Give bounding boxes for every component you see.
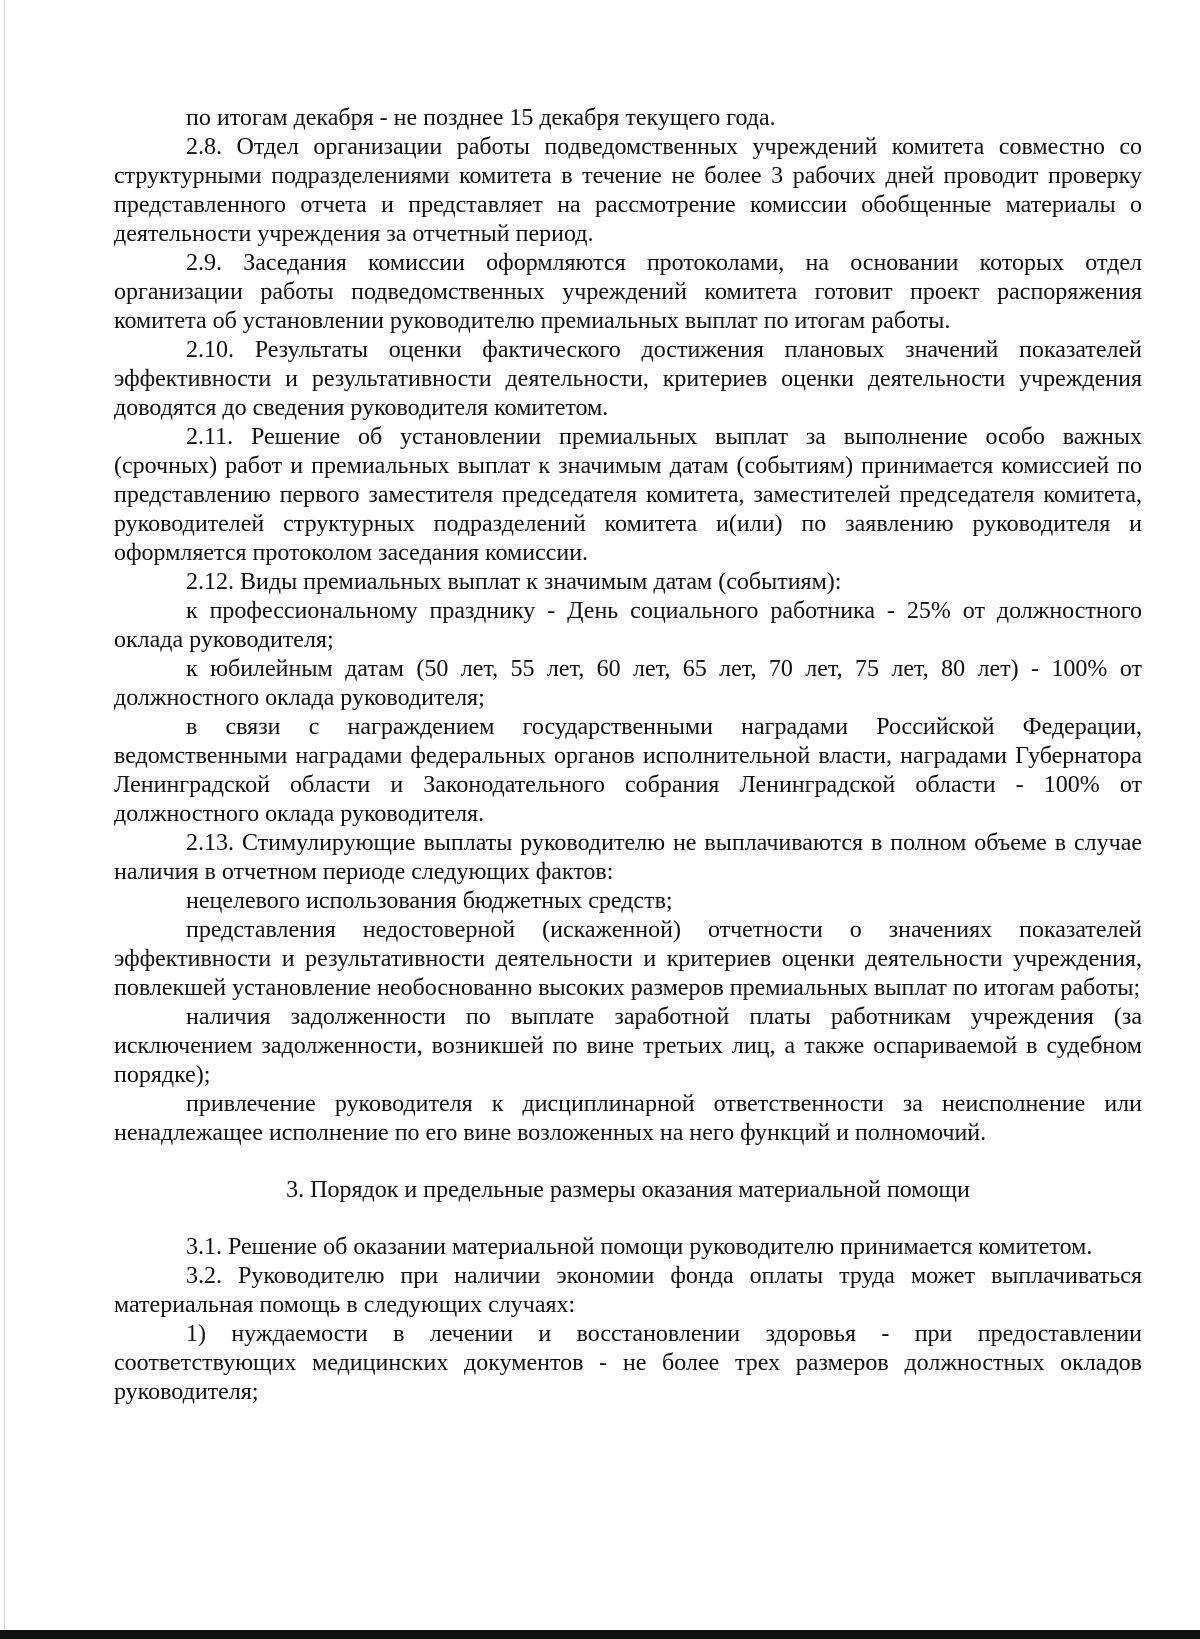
paragraph-2-13: 2.13. Стимулирующие выплаты руководителю не выплачиваются в полном объеме в случае наличия в отчетном периоде следующих фактов:	[114, 830, 1142, 885]
paragraph-2-12-item-jubilee: к юбилейным датам (50 лет, 55 лет, 60 лет, 65 лет, 70 лет, 75 лет, 80 лет) - 100% от должностного оклада руководителя;	[114, 656, 1142, 711]
paragraph-2-9: 2.9. Заседания комиссии оформляются протоколами, на основании которых отдел организации работы подведомственных учреждений комитета готовит проект распоряжения комитета об установлении руководителю премиальных выплат по итогам работы.	[114, 250, 1142, 334]
paragraph-2-8: 2.8. Отдел организации работы подведомственных учреждений комитета совместно со структурными подразделениями комитета в течение не более 3 рабочих дней проводит проверку представленного отчета и представляет на рассмотрение комиссии обобщенные материалы о деятельности учреждения за отчетный период.	[114, 134, 1142, 247]
paragraph-3-2-item-1: 1) нуждаемости в лечении и восстановлении здоровья - при предоставлении соответствующих медицинских документов - не более трех размеров должностных окладов руководителя;	[114, 1321, 1142, 1405]
document-body	[114, 104, 1142, 1407]
paragraph-2-12-item-awards: в связи с награждением государственными наградами Российской Федерации, ведомственными наградами федеральных органов исполнительной власти, наградами Губернатора Ленинградской области и Законодательного собрания Ленинградской области - 100% от должностного оклада руководителя.	[114, 714, 1142, 827]
paragraph-3-1: 3.1. Решение об оказании материальной помощи руководителю принимается комитетом.	[186, 1234, 1093, 1260]
section-3-heading: 3. Порядок и предельные размеры оказания материальной помощи	[286, 1177, 970, 1203]
paragraph-2-12: 2.12. Виды премиальных выплат к значимым датам (событиям):	[186, 569, 842, 595]
paragraph-2-12-item-holiday: к профессиональному празднику - День социального работника - 25% от должностного оклада руководителя;	[114, 598, 1142, 653]
paragraph-2-13-item-discipline: привлечение руководителя к дисциплинарной ответственности за неисполнение или ненадлежащее исполнение по его вине возложенных на него функций и полномочий.	[114, 1091, 1142, 1146]
paragraph-2-13-item-reporting: представления недостоверной (искаженной) отчетности о значениях показателей эффективности и результативности деятельности и критериев оценки деятельности учреждения, повлекшей установление необоснованно высоких размеров премиальных выплат по итогам работы;	[114, 917, 1142, 1001]
paragraph-continuation: по итогам декабря - не позднее 15 декабря текущего года.	[186, 105, 776, 131]
scan-edge-bottom	[0, 1630, 1200, 1639]
paragraph-3-2: 3.2. Руководителю при наличии экономии фонда оплаты труда может выплачиваться материальная помощь в следующих случаях:	[114, 1263, 1142, 1318]
paragraph-2-13-item-salary-debt: наличия задолженности по выплате заработной платы работникам учреждения (за исключением задолженности, возникшей по вине третьих лиц, а также оспариваемой в судебном порядке);	[114, 1004, 1142, 1088]
paragraph-2-11: 2.11. Решение об установлении премиальных выплат за выполнение особо важных (срочных) работ и премиальных выплат к значимым датам (событиям) принимается комиссией по представлению первого заместителя председателя комитета, заместителей председателя комитета, руководителей структурных подразделений комитета и(или) по заявлению руководителя и оформляется протоколом заседания комиссии.	[114, 424, 1142, 566]
scan-edge-left	[4, 0, 5, 1630]
paragraph-2-10: 2.10. Результаты оценки фактического достижения плановых значений показателей эффективности и результативности деятельности, критериев оценки деятельности учреждения доводятся до сведения руководителя комитетом.	[114, 337, 1142, 421]
paragraph-2-13-item-budget: нецелевого использования бюджетных средств;	[186, 888, 673, 914]
